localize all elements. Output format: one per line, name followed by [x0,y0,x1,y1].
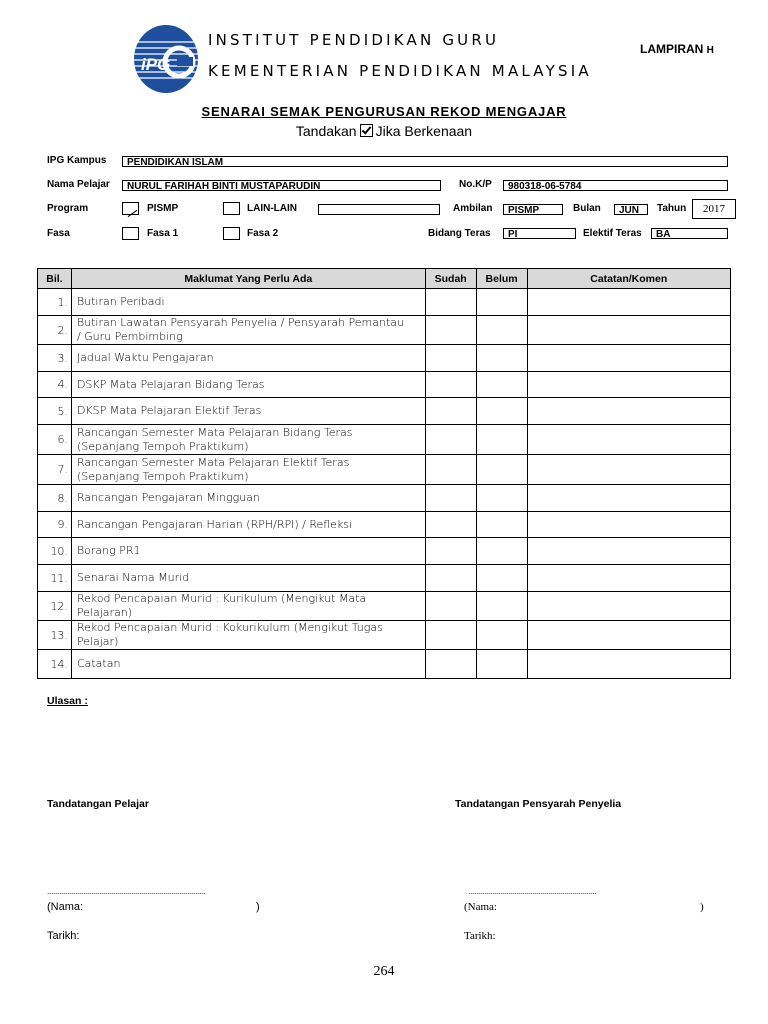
catatan-cell[interactable] [527,565,730,592]
row-description [71,289,425,316]
lainlain-checkbox[interactable] [223,202,240,215]
row-description [71,316,425,345]
table-row [38,621,731,650]
belum-cell[interactable] [476,512,527,538]
header-bil: Bil. [38,269,72,289]
table-row [38,485,731,512]
row-description [71,565,425,592]
lecturer-nama-close: ) [700,901,704,913]
sudah-cell[interactable] [425,512,476,538]
sudah-cell[interactable] [425,538,476,565]
ambilan-label: Ambilan [453,203,493,214]
sudah-cell[interactable] [425,650,476,679]
row-description [71,592,425,621]
ambilan-field[interactable]: PISMP [503,204,563,215]
row-description-line: Senarai Nama Murid [76,571,190,584]
nokp-label: No.K/P [459,179,492,190]
row-description [71,512,425,538]
row-description [71,345,425,372]
svg-text:iPG: iPG [141,55,171,74]
header-maklumat: Maklumat Yang Perlu Ada [71,269,425,289]
fasa1-checkbox[interactable] [122,227,139,240]
catatan-cell[interactable] [527,485,730,512]
fasa1-label: Fasa 1 [147,228,179,239]
nokp-field[interactable]: 980318-06-5784 [503,180,728,191]
table-row [38,538,731,565]
checkbox-icon [360,124,373,137]
catatan-cell[interactable] [527,372,730,398]
student-signature-label: Tandatangan Pelajar [47,798,149,810]
pismp-checkbox[interactable] [122,202,139,215]
ipg-logo [133,24,199,94]
row-number: 2. [38,316,72,345]
row-description [71,538,425,565]
sudah-cell[interactable] [425,592,476,621]
belum-cell[interactable] [476,398,527,425]
fasa2-checkbox[interactable] [223,227,240,240]
row-number: 8. [38,485,72,512]
catatan-cell[interactable] [527,621,730,650]
row-description-line: Borang PR1 [76,544,141,557]
row-description-line: (Sepanjang Tempoh Praktikum) [76,439,249,453]
header-catatan: Catatan/Komen [527,269,730,289]
lainlain-field[interactable] [318,204,440,215]
tahun-field[interactable]: 2017 [692,199,736,219]
header-sudah: Sudah [425,269,476,289]
sudah-cell[interactable] [425,425,476,455]
belum-cell[interactable] [476,372,527,398]
row-number: 12. [38,592,72,621]
row-number: 4. [38,372,72,398]
row-description [71,650,425,679]
sudah-cell[interactable] [425,316,476,345]
nama-pelajar-field[interactable]: NURUL FARIHAH BINTI MUSTAPARUDIN [122,180,441,191]
form-subtitle: Tandakan Jika Berkenaan [295,123,473,139]
belum-cell[interactable] [476,485,527,512]
belum-cell[interactable] [476,425,527,455]
checklist-table [37,268,731,679]
checklist-body [38,289,731,679]
page-number: 264 [373,964,395,979]
fasa2-label: Fasa 2 [247,228,279,239]
student-nama-label: (Nama: [47,901,84,913]
row-description-line: Rekod Pencapaian Murid : Kokurikulum (Mengikut Tugas [76,621,383,634]
fasa-label: Fasa [47,228,70,239]
student-signature-line: ............................................................................... [47,886,206,896]
sudah-cell[interactable] [425,372,476,398]
row-description-line: Butiran Peribadi [76,295,165,308]
table-row [38,565,731,592]
sudah-cell[interactable] [425,345,476,372]
table-row [38,512,731,538]
nama-pelajar-label: Nama Pelajar [47,179,110,190]
row-description-line: (Sepanjang Tempoh Praktikum) [76,469,249,483]
row-number: 3. [38,345,72,372]
form-title: SENARAI SEMAK PENGURUSAN REKOD MENGAJAR [201,104,567,119]
bulan-field[interactable]: JUN [614,204,648,215]
belum-cell[interactable] [476,592,527,621]
row-description [71,621,425,650]
tahun-label: Tahun [657,203,687,214]
table-header-row [38,269,731,289]
catatan-cell[interactable] [527,345,730,372]
row-description-line: Jadual Waktu Pengajaran [76,351,214,364]
row-description [71,372,425,398]
ministry-name: KEMENTERIAN PENDIDIKAN MALAYSIA [208,62,592,80]
table-row [38,372,731,398]
row-number: 10. [38,538,72,565]
row-number: 13. [38,621,72,650]
belum-cell[interactable] [476,538,527,565]
pismp-label: PISMP [147,203,179,214]
row-number: 5. [38,398,72,425]
row-description-line: Rancangan Semester Mata Pelajaran Elektif Teras [76,455,350,469]
lainlain-label: LAIN-LAIN [247,203,297,214]
elektif-teras-field[interactable]: BA [651,228,728,239]
table-row [38,398,731,425]
belum-cell[interactable] [476,316,527,345]
sudah-cell[interactable] [425,289,476,316]
table-row [38,289,731,316]
row-description-line: Rancangan Pengajaran Mingguan [76,491,260,504]
student-nama-close: ) [256,901,260,913]
ulasan-label: Ulasan : [47,695,88,707]
catatan-cell[interactable] [527,650,730,679]
catatan-cell[interactable] [527,592,730,621]
catatan-cell[interactable] [527,538,730,565]
row-description [71,455,425,485]
sudah-cell[interactable] [425,621,476,650]
row-number: 1. [38,289,72,316]
belum-cell[interactable] [476,565,527,592]
institute-name: INSTITUT PENDIDIKAN GURU [208,31,500,49]
table-row [38,592,731,621]
catatan-cell[interactable] [527,316,730,345]
row-number: 6. [38,425,72,455]
row-description-line: Rekod Pencapaian Murid : Kurikulum (Mengikut Mata [76,592,367,605]
belum-cell[interactable] [476,621,527,650]
table-row [38,425,731,455]
belum-cell[interactable] [476,455,527,485]
sudah-cell[interactable] [425,455,476,485]
row-description-line: DSKP Mata Pelajaran Bidang Teras [76,377,265,391]
table-row [38,455,731,485]
row-number: 9. [38,512,72,538]
bidang-teras-label: Bidang Teras [428,228,491,239]
ipg-kampus-label: IPG Kampus [47,155,107,166]
row-description-line: Pelajaran) [76,606,133,619]
sudah-cell[interactable] [425,398,476,425]
catatan-cell[interactable] [527,289,730,316]
table-row [38,345,731,372]
elektif-teras-label: Elektif Teras [583,228,642,239]
row-description-line: Butiran Lawatan Pensyarah Penyelia / Pensyarah Pemantau [76,316,404,329]
row-description-line: Rancangan Semester Mata Pelajaran Bidang Teras [76,425,353,439]
student-tarikh-label: Tarikh: [47,930,80,942]
table-row [38,316,731,345]
sudah-cell[interactable] [425,485,476,512]
catatan-cell[interactable] [527,455,730,485]
row-number: 11. [38,565,72,592]
lecturer-nama-label: (Nama: [464,901,497,913]
table-row [38,650,731,679]
row-number: 14. [38,650,72,679]
row-description-line: Rancangan Pengajaran Harian (RPH/RPI) / Refleksi [76,517,353,531]
row-description-line: / Guru Pembimbing [76,330,183,343]
row-description-line: DKSP Mata Pelajaran Elektif Teras [76,404,262,417]
row-description-line: Catatan [76,657,121,670]
row-description [71,398,425,425]
row-description [71,485,425,512]
belum-cell[interactable] [476,289,527,316]
lecturer-signature-line: ................................................................ [468,886,597,896]
sudah-cell[interactable] [425,565,476,592]
program-label: Program [47,203,89,214]
catatan-cell[interactable] [527,512,730,538]
header-belum: Belum [476,269,527,289]
bulan-label: Bulan [573,203,601,214]
ipg-kampus-field[interactable]: PENDIDIKAN ISLAM [122,156,728,167]
lecturer-tarikh-label: Tarikh: [464,930,496,942]
lampiran-label: LAMPIRAN H [640,42,714,56]
row-description [71,425,425,455]
belum-cell[interactable] [476,345,527,372]
bidang-teras-field[interactable]: PI [503,228,576,239]
lecturer-signature-label: Tandatangan Pensyarah Penyelia [455,798,622,810]
row-number: 7. [38,455,72,485]
belum-cell[interactable] [476,650,527,679]
catatan-cell[interactable] [527,425,730,455]
catatan-cell[interactable] [527,398,730,425]
row-description-line: Pelajar) [76,635,119,648]
